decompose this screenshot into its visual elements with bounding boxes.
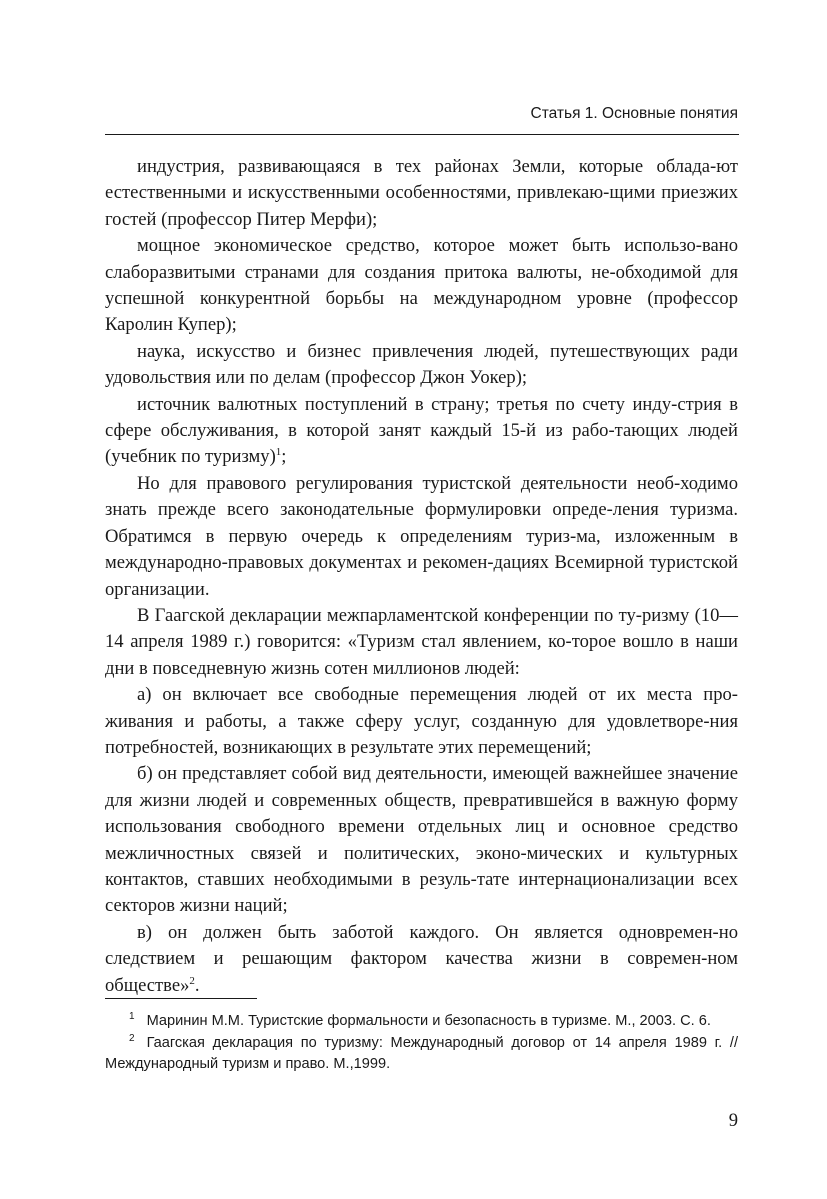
paragraph-end: ; [281,446,287,468]
paragraph: мощное экономическое средство, которое может быть использо-вано слаборазвитыми странами для создания притока валюты, не-обходимой для успешной конкурентной борьбы на международном уровне (профессор Каролин Купер); [105,235,738,336]
paragraph: б) он представляет собой вид деятельности, имеющей важнейшее значение для жизни людей и современных обществ, превратившейся в важную форму использования свободного времени отдельных лиц и основное средство межличностных связей и политических, эконо-мических и культурных контактов, ставших необходимыми в резуль-тате интернационализации всех секторов жизни наций; [105,763,738,917]
footnote-text: Гаагская декларация по туризму: Международный договор от 14 апреля 1989 г. // Международный туризм и право. М.,1999. [105,1034,738,1072]
paragraph: индустрия, развивающаяся в тех районах Земли, которые облада-ют естественными и искусственными особенностями, привлекаю-щими приезжих гостей (профессор Питер Мерфи); [105,156,738,230]
header-divider [105,134,739,135]
footnote-text: Маринин М.М. Туристские формальности и безопасность в туризме. М., 2003. С. 6. [146,1013,711,1029]
running-head: Статья 1. Основные понятия [530,105,738,122]
footnote-number: 1 [129,1011,135,1023]
footnote [105,1033,738,1076]
paragraph-end: . [194,974,200,996]
footnotes [105,1011,738,1076]
page-number: 9 [728,1110,738,1131]
paragraph: В Гаагской декларации межпарламентской конференции по ту-ризму (10—14 апреля 1989 г.) говорится: «Туризм стал явлением, ко-торое вошло в наши дни в повседневную жизнь сотен миллионов людей: [105,604,738,679]
paragraph [105,392,738,471]
footnote-divider [105,998,257,999]
paragraph [105,920,738,999]
footnote-ref-1: 1 [275,446,282,459]
paragraph: Но для правового регулирования туристской деятельности необ-ходимо знать прежде всего законодательные формулировки опреде-ления туризма. Обратимся в первую очередь к определениям туриз-ма, изложенным в международно-правовых документах и рекомен-дациях Всемирной туристской организации. [105,472,738,600]
body-text [105,154,738,999]
paragraph: наука, искусство и бизнес привлечения людей, путешествующих ради удовольствия или по делам (профессор Джон Уокер); [105,340,738,389]
footnote-ref-2: 2 [189,974,195,987]
footnote [105,1011,738,1033]
paragraph-text: источник валютных поступлений в страну; третья по счету инду-стрия в сфере обслуживания, в которой занят каждый 15-й из рабо-тающих людей (учебник по туризму) [105,393,738,468]
paragraph-text: в) он должен быть заботой каждого. Он является одновремен-но следствием и решающим фактором качества жизни в современ-ном обществе» [105,921,738,996]
paragraph: а) он включает все свободные перемещения людей от их места про-живания и работы, а также сферу услуг, созданную для удовлетворе-ния потребностей, возникающих в результате этих перемещений; [105,684,738,758]
footnote-number: 2 [129,1032,135,1044]
